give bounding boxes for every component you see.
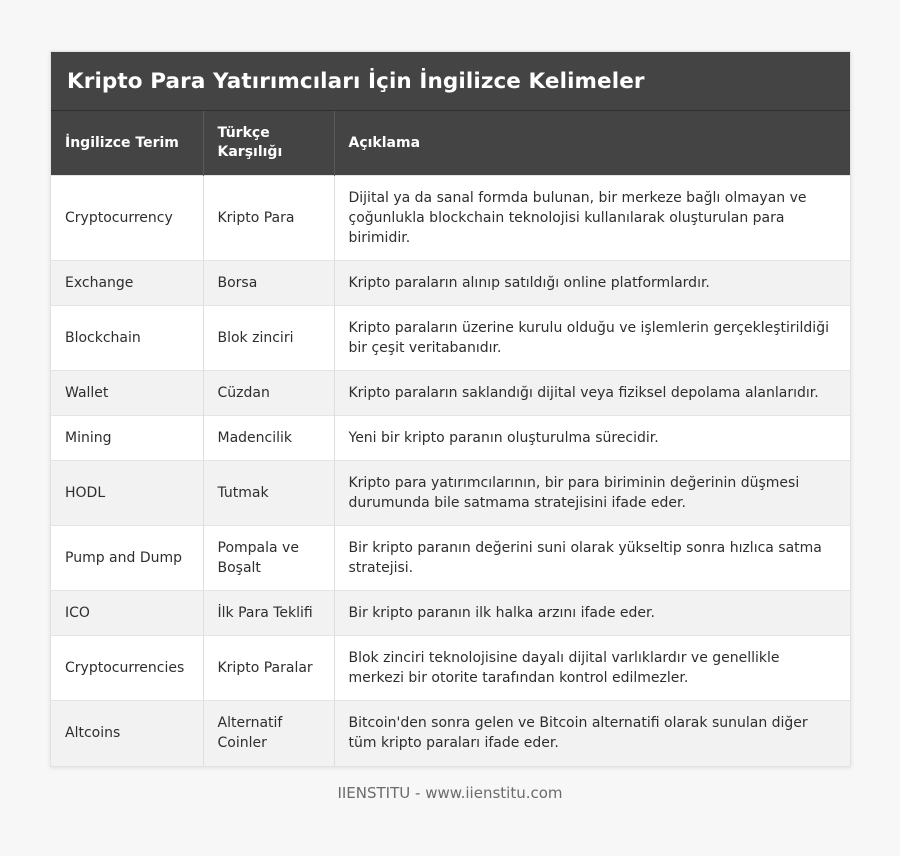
table-row — [51, 526, 850, 591]
footer-credit: IIENSTITU - www.iienstitu.com — [337, 784, 563, 802]
page-title: Kripto Para Yatırımcıları İçin İngilizce Kelimeler — [67, 68, 645, 94]
cell-description: Dijital ya da sanal formda bulunan, bir merkeze bağlı olmayan ve çoğunlukla blockchain teknolojisi kullanılarak oluşturulan para birimidir. — [334, 176, 850, 261]
vocabulary-table — [51, 111, 850, 766]
cell-turkish: Pompala ve Boşalt — [203, 526, 334, 591]
cell-turkish: İlk Para Teklifi — [203, 591, 334, 636]
table-row — [51, 371, 850, 416]
cell-term: Pump and Dump — [51, 526, 203, 591]
cell-turkish: Kripto Para — [203, 176, 334, 261]
title-bar — [51, 52, 850, 111]
table-row — [51, 636, 850, 701]
header-description: Açıklama — [334, 111, 850, 176]
cell-turkish: Madencilik — [203, 416, 334, 461]
cell-description: Kripto paraların saklandığı dijital veya fiziksel depolama alanlarıdır. — [334, 371, 850, 416]
cell-description: Yeni bir kripto paranın oluşturulma sürecidir. — [334, 416, 850, 461]
table-row — [51, 176, 850, 261]
cell-term: Altcoins — [51, 701, 203, 766]
header-english-term: İngilizce Terim — [51, 111, 203, 176]
cell-term: Cryptocurrency — [51, 176, 203, 261]
table-row — [51, 701, 850, 766]
table-row — [51, 306, 850, 371]
table-row — [51, 591, 850, 636]
header-turkish-equivalent: Türkçe Karşılığı — [203, 111, 334, 176]
cell-term: ICO — [51, 591, 203, 636]
table-row — [51, 461, 850, 526]
cell-description: Bir kripto paranın ilk halka arzını ifade eder. — [334, 591, 850, 636]
cell-term: Cryptocurrencies — [51, 636, 203, 701]
cell-term: Exchange — [51, 261, 203, 306]
cell-turkish: Tutmak — [203, 461, 334, 526]
cell-description: Kripto paraların alınıp satıldığı online platformlardır. — [334, 261, 850, 306]
cell-turkish: Kripto Paralar — [203, 636, 334, 701]
cell-turkish: Cüzdan — [203, 371, 334, 416]
cell-term: Blockchain — [51, 306, 203, 371]
cell-description: Kripto paraların üzerine kurulu olduğu ve işlemlerin gerçekleştirildiği bir çeşit veritabanıdır. — [334, 306, 850, 371]
table-header-row — [51, 111, 850, 176]
cell-description: Bir kripto paranın değerini suni olarak yükseltip sonra hızlıca satma stratejisi. — [334, 526, 850, 591]
table-row — [51, 261, 850, 306]
table-row — [51, 416, 850, 461]
cell-description: Blok zinciri teknolojisine dayalı dijital varlıklardır ve genellikle merkezi bir otorite tarafından kontrol edilmezler. — [334, 636, 850, 701]
cell-description: Kripto para yatırımcılarının, bir para biriminin değerinin düşmesi durumunda bile satmama stratejisini ifade eder. — [334, 461, 850, 526]
cell-term: Mining — [51, 416, 203, 461]
cell-turkish: Borsa — [203, 261, 334, 306]
vocabulary-card — [50, 51, 851, 767]
cell-turkish: Blok zinciri — [203, 306, 334, 371]
cell-description: Bitcoin'den sonra gelen ve Bitcoin alternatifi olarak sunulan diğer tüm kripto paraları ifade eder. — [334, 701, 850, 766]
cell-term: HODL — [51, 461, 203, 526]
cell-turkish: Alternatif Coinler — [203, 701, 334, 766]
cell-term: Wallet — [51, 371, 203, 416]
